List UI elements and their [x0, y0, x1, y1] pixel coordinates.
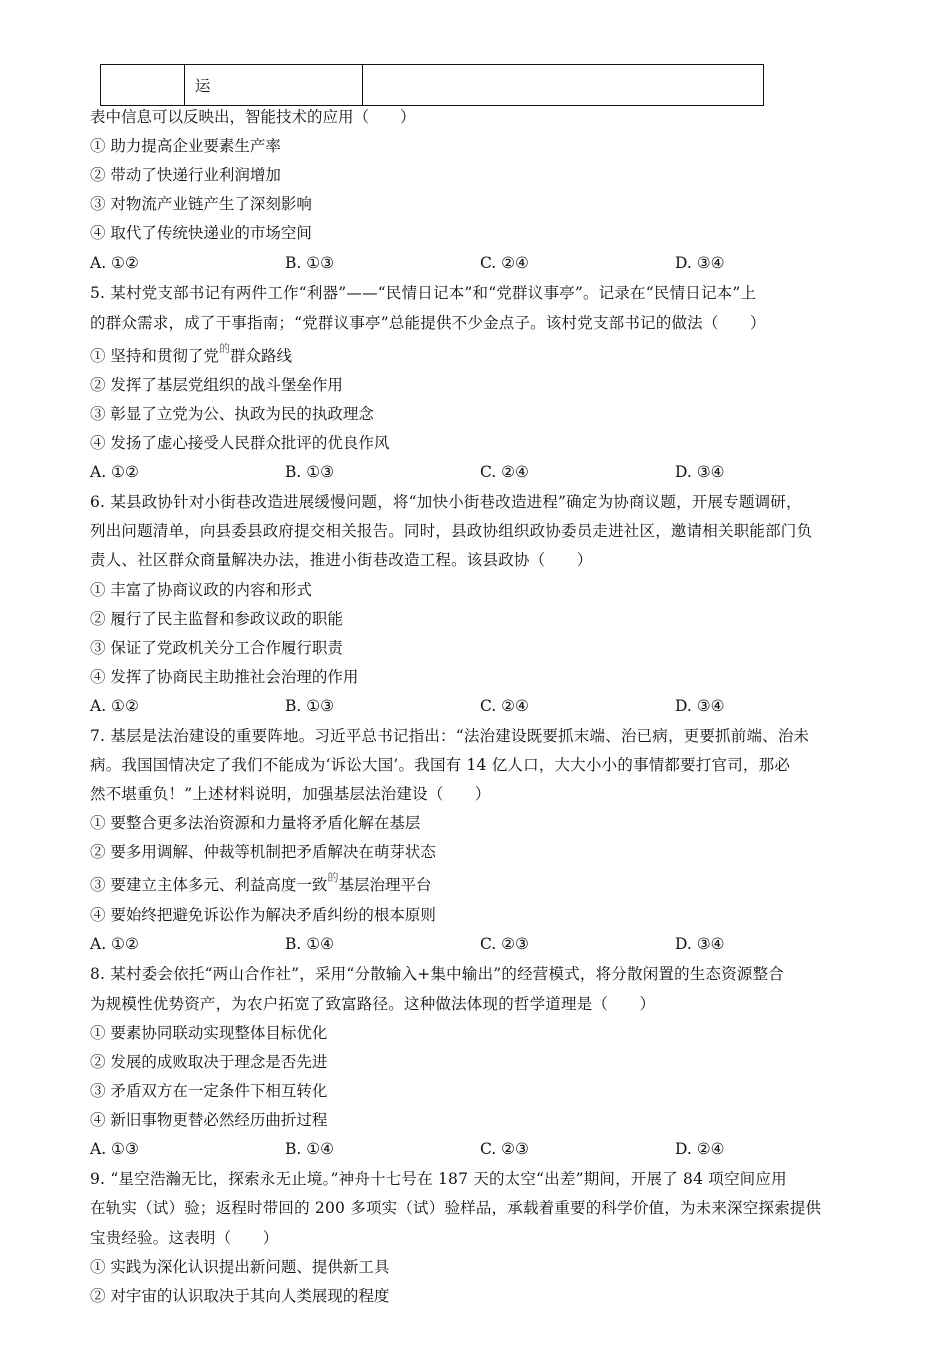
q7-stem-line-1: 7. 基层是法治建设的重要阵地。习近平总书记指出：“法治建设既要抓末端、治已病，更要抓前端、治未 — [90, 727, 810, 745]
q6-item-1: ① 丰富了协商议政的内容和形式 — [90, 581, 312, 599]
option-a: A. ①② — [90, 254, 139, 272]
q4-stem: 表中信息可以反映出，智能技术的应用（ ） — [90, 108, 416, 126]
q5-item-2: ② 发挥了基层党组织的战斗堡垒作用 — [90, 376, 343, 394]
q5-item-1-post: 群众路线 — [229, 347, 292, 365]
q8-item-4: ④ 新旧事物更替必然经历曲折过程 — [90, 1111, 328, 1129]
option-b: B. ①④ — [285, 1140, 335, 1158]
option-b: B. ①③ — [285, 254, 335, 272]
q4-options — [90, 253, 870, 273]
q5-stem-line-2: 的群众需求，成了干事指南；“党群议事亭”总能提供不少金点子。该村党支部书记的做法（ ） — [90, 314, 766, 332]
option-c: C. ②④ — [480, 463, 529, 481]
q6-item-4: ④ 发挥了协商民主助推社会治理的作用 — [90, 668, 359, 686]
q7-stem-line-3: 然不堪重负！”上述材料说明，加强基层法治建设（ ） — [90, 785, 491, 803]
option-d: D. ③④ — [675, 254, 725, 272]
q7-item-3 — [90, 871, 432, 897]
option-a: A. ①② — [90, 463, 139, 481]
q8-stem-line-1: 8. 某村委会依托“两山合作社”，采用“分散输入+集中输出”的经营模式，将分散闲置的生态资源整合 — [90, 965, 785, 983]
option-b: B. ①④ — [285, 935, 335, 953]
q4-item-4: ④ 取代了传统快递业的市场空间 — [90, 224, 312, 242]
q5-item-4: ④ 发扬了虚心接受人民群众批评的优良作风 — [90, 434, 390, 452]
table-row — [101, 65, 764, 106]
option-c: C. ②④ — [480, 697, 529, 715]
option-c: C. ②③ — [480, 1140, 529, 1158]
q9-item-1: ① 实践为深化认识提出新问题、提供新工具 — [90, 1258, 390, 1276]
option-a: A. ①③ — [90, 1140, 139, 1158]
table-cell: 运 — [185, 65, 363, 106]
q7-item-3-post: 基层治理平台 — [338, 876, 432, 894]
q8-stem-line-2: 为规模性优势资产，为农户拓宽了致富路径。这种做法体现的哲学道理是（ ） — [90, 995, 656, 1013]
q6-stem-line-3: 责人、社区群众商量解决办法，推进小街巷改造工程。该县政协（ ） — [90, 551, 593, 569]
q5-stem-line-1: 5. 某村党支部书记有两件工作“利器”——“民情日记本”和“党群议事亭”。记录在“民情日记本”上 — [90, 284, 757, 302]
q4-item-2: ② 带动了快递行业利润增加 — [90, 166, 281, 184]
q5-item-3: ③ 彰显了立党为公、执政为民的执政理念 — [90, 405, 374, 423]
q8-item-3: ③ 矛盾双方在一定条件下相互转化 — [90, 1082, 328, 1100]
q6-stem-line-2: 列出问题清单，向县委县政府提交相关报告。同时，县政协组织政协委员走进社区，邀请相关职能部门负 — [90, 522, 813, 540]
option-a: A. ①② — [90, 697, 139, 715]
option-b: B. ①③ — [285, 697, 335, 715]
table-cell — [363, 65, 764, 106]
q9-stem-line-2: 在轨实（试）验；返程时带回的 200 多项实（试）验样品，承载着重要的科学价值，为未来深空探索提供 — [90, 1199, 822, 1217]
option-a: A. ①② — [90, 935, 139, 953]
option-d: D. ③④ — [675, 697, 725, 715]
q4-item-1: ① 助力提高企业要素生产率 — [90, 137, 281, 155]
q7-item-3-pre: ③ 要建立主体多元、利益高度一致 — [90, 876, 328, 894]
option-b: B. ①③ — [285, 463, 335, 481]
q8-options — [90, 1139, 870, 1159]
q9-stem-line-1: 9. “星空浩瀚无比，探索永无止境。”神舟十七号在 187 天的太空“出差”期间，开展了 84 项空间应用 — [90, 1170, 787, 1188]
q7-stem-line-2: 病。我国国情决定了我们不能成为‘诉讼大国’。我国有 14 亿人口，大大小小的事情都要打官司，那必 — [90, 756, 791, 774]
q5-item-1-pre: ① 坚持和贯彻了党 — [90, 347, 219, 365]
q8-item-1: ① 要素协同联动实现整体目标优化 — [90, 1024, 328, 1042]
q5-item-1-sup: 的 — [218, 342, 230, 355]
q6-stem-line-1: 6. 某县政协针对小街巷改造进展缓慢问题，将“加快小街巷改造进程”确定为协商议题，开展专题调研， — [90, 493, 802, 511]
q7-item-3-sup: 的 — [327, 871, 339, 884]
q8-item-2: ② 发展的成败取决于理念是否先进 — [90, 1053, 328, 1071]
table-cell — [101, 65, 185, 106]
q7-options — [90, 934, 870, 954]
option-d: D. ③④ — [675, 463, 725, 481]
option-c: C. ②③ — [480, 935, 529, 953]
option-d: D. ③④ — [675, 935, 725, 953]
q6-item-2: ② 履行了民主监督和参政议政的职能 — [90, 610, 343, 628]
option-c: C. ②④ — [480, 254, 529, 272]
table-fragment — [100, 64, 764, 106]
q9-item-2: ② 对宇宙的认识取决于其向人类展现的程度 — [90, 1287, 390, 1305]
q5-item-1 — [90, 342, 292, 368]
q4-item-3: ③ 对物流产业链产生了深刻影响 — [90, 195, 312, 213]
option-d: D. ②④ — [675, 1140, 725, 1158]
q7-item-4: ④ 要始终把避免诉讼作为解决矛盾纠纷的根本原则 — [90, 906, 436, 924]
q9-stem-line-3: 宝贵经验。这表明（ ） — [90, 1229, 279, 1247]
q5-options — [90, 462, 870, 482]
q7-item-1: ① 要整合更多法治资源和力量将矛盾化解在基层 — [90, 814, 421, 832]
q7-item-2: ② 要多用调解、仲裁等机制把矛盾解决在萌芽状态 — [90, 843, 436, 861]
q6-options — [90, 696, 870, 716]
q6-item-3: ③ 保证了党政机关分工合作履行职责 — [90, 639, 343, 657]
